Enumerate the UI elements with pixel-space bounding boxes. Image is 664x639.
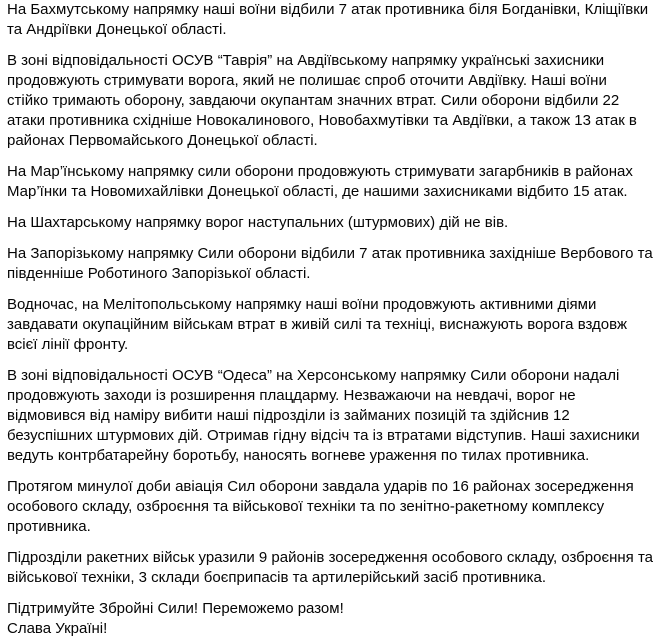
paragraph-shakhtarske: На Шахтарському напрямку ворог наступальних (штурмових) дій не вів. xyxy=(7,214,509,231)
paragraph-avdiivka: В зоні відповідальності ОСУВ “Таврія” на Авдіївському напрямку українські захисники продовжують стримувати ворога, який не полишає спроб оточити Авдіївку. Наші воїни стійко тримають оборону, завдаючи окупантам значних втрат. Сили оборони відбили 22 атаки противника східніше Новокалинового, Новобахмутівки та Авдіївки, а також 13 атак в районах Первомайського Донецької області. xyxy=(7,52,637,149)
paragraph-aviation: Протягом минулої доби авіація Сил оборони завдала ударів по 16 районах зосередження особового складу, озброєння та військової техніки та по зенітно-ракетному комплексу противника. xyxy=(7,478,634,535)
paragraph-melitopol: Водночас, на Мелітопольському напрямку наші воїни продовжують активними діями завдавати окупаційним військам втрат в живій силі та техніці, виснажують ворога вздовж всієї лінії фронту. xyxy=(7,296,627,353)
paragraph-closing: Підтримуйте Збройні Сили! Переможемо разом! Слава Україні! xyxy=(7,600,344,637)
paragraph-missile-troops: Підрозділи ракетних військ уразили 9 районів зосередження особового складу, озброєння та військової техніки, 3 склади боєприпасів та артилерійський засіб противника. xyxy=(7,549,654,586)
paragraph-zaporizhzhia: На Запорізькому напрямку Сили оборони відбили 7 атак противника західніше Вербового та південніше Роботиного Запорізької області. xyxy=(7,245,653,282)
paragraph-bakhmut: На Бахмутському напрямку наші воїни відбили 7 атак противника біля Богданівки, Кліщіївки та Андріївки Донецької області. xyxy=(7,1,649,38)
paragraph-kherson: В зоні відповідальності ОСУВ “Одеса” на Херсонському напрямку Сили оборони надалі продовжують заходи із розширення плацдарму. Незважаючи на невдачі, ворог не відмовився від наміру вибити наші підрозділи із займаних позицій та здійснив 12 безуспішних штурмових дій. Отримав гідну відсіч та із втратами відступив. Наші захисники ведуть контрбатарейну боротьбу, наносять вогневе ураження по тилах противника. xyxy=(7,367,640,464)
paragraph-marinka: На Мар’їнському напрямку сили оборони продовжують стримувати загарбників в районах Мар’їнки та Новомихайлівки Донецької області, де нашими захисниками відбито 15 атак. xyxy=(7,163,633,200)
